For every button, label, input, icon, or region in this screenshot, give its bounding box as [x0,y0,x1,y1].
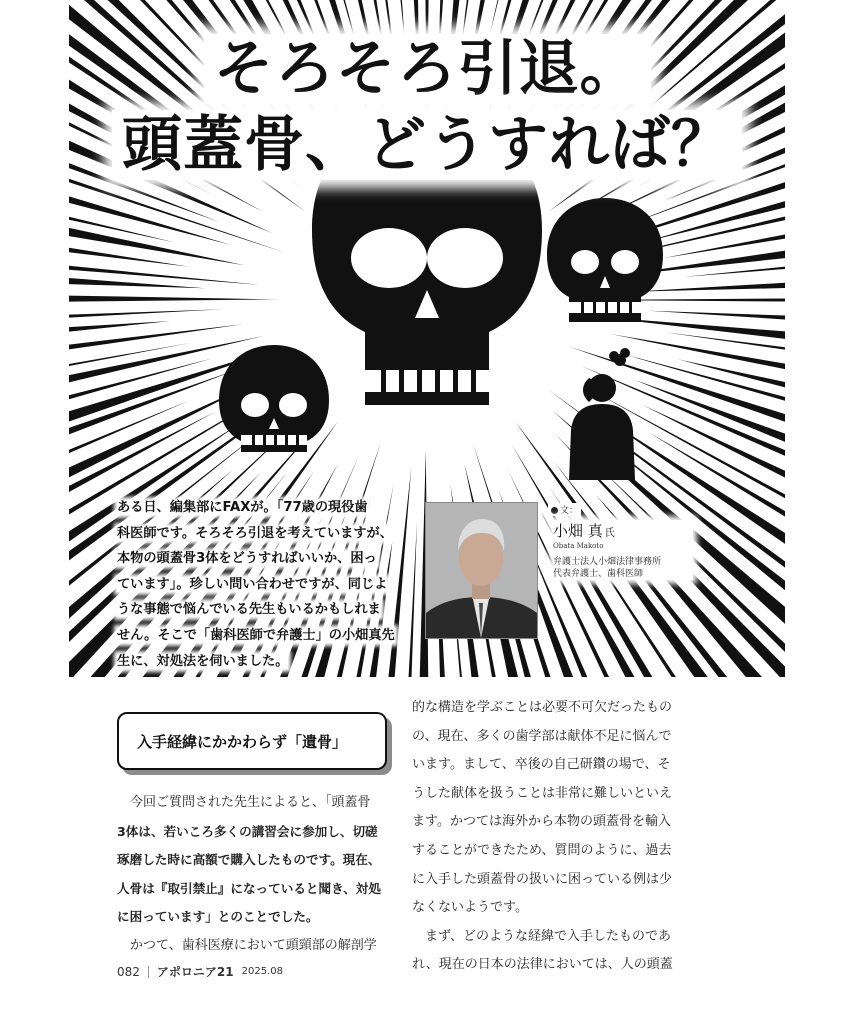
headline-line-2: 頭蓋骨、どうすれば？ [69,110,785,180]
body-line: の、現在、多くの歯学部は献体不足に悩んで [412,728,672,744]
author-affiliation: 弁護士法人小畑法律事務所 代表弁護士、歯科医師 [553,557,662,579]
lead-line: 生に、対処法を伺いました。 [117,653,289,669]
body-line: かつて、歯科医療において頭頸部の解剖学 [117,937,377,953]
body-line: 3体は、若いころ多くの講習会に参加し、切磋 [117,823,378,839]
body-column-right [412,694,702,980]
lead-line: ています」。珍しい問い合わせですが、同じよ [117,576,388,592]
author-credit-label: 文： [548,503,581,516]
lead-paragraph [117,495,417,674]
skull-icon [547,198,663,322]
body-line: ます。かつては海外から本物の頭蓋骨を輸入 [412,814,671,830]
body-column-left [117,789,392,961]
body-line: 今回ご質問された先生によると、「頭蓋骨 [117,795,371,810]
body-line: することができたため、質問のように、過去 [412,842,672,858]
portrait-photo [426,503,537,638]
body-line: なくないようです。 [412,900,528,916]
body-line: れ、現在の日本の法律においては、人の頭蓋 [412,957,673,973]
speed-line [69,286,277,308]
bullet-icon [551,507,558,514]
author-photo [425,502,538,639]
lead-line: せん。そこで「歯科医師で弁護士」の小畑真先 [117,627,395,643]
body-line: まず、どのような経緯で入手したものであ [412,928,671,944]
body-line: うした献体を扱うことは非常に難しいといえ [412,785,673,801]
speed-line [69,343,191,466]
headline-line-1: そろそろ引退。 [69,34,785,104]
page-number: 082 [117,964,140,979]
skull-icon [219,345,329,452]
body-line: に入手した頭蓋骨の扱いに困っている例は少 [412,871,673,887]
issue-date: 2025.08 [241,966,283,977]
magazine-name: アポロニア21 [156,965,234,979]
body-line: 琢磨した時に高額で購入したものです。現在、 [117,852,381,868]
author-romaji: Obata Makoto [553,542,604,550]
footer-divider [148,966,149,978]
lead-line: ある日、編集部にFAXが。「77歳の現役歯 [117,500,368,515]
section-heading: 入手経緯にかかわらず「遺骨」 [137,732,348,751]
section-heading-box [117,712,387,770]
body-line: います。まして、卒後の自己研鑽の場で、そ [412,757,671,773]
page-footer [117,963,283,980]
lead-line: 科医師です。そろそろ引退を考えていますが、 [117,525,393,541]
lead-line: うな事態で悩んでいる先生もいるかもしれま [117,602,381,618]
author-name: 小畑 真 氏 [553,522,615,540]
body-line: 人骨は『取引禁止』になっていると聞き、対処 [117,880,381,896]
thinking-person-silhouette [569,348,635,480]
lead-line: 本物の頭蓋骨3体をどうすればいいか、困っ [117,551,377,567]
body-line: 的な構造を学ぶことは必要不可欠だったもの [412,700,673,715]
author-info [553,520,693,580]
body-line: に困っています」とのことでした。 [117,909,319,925]
